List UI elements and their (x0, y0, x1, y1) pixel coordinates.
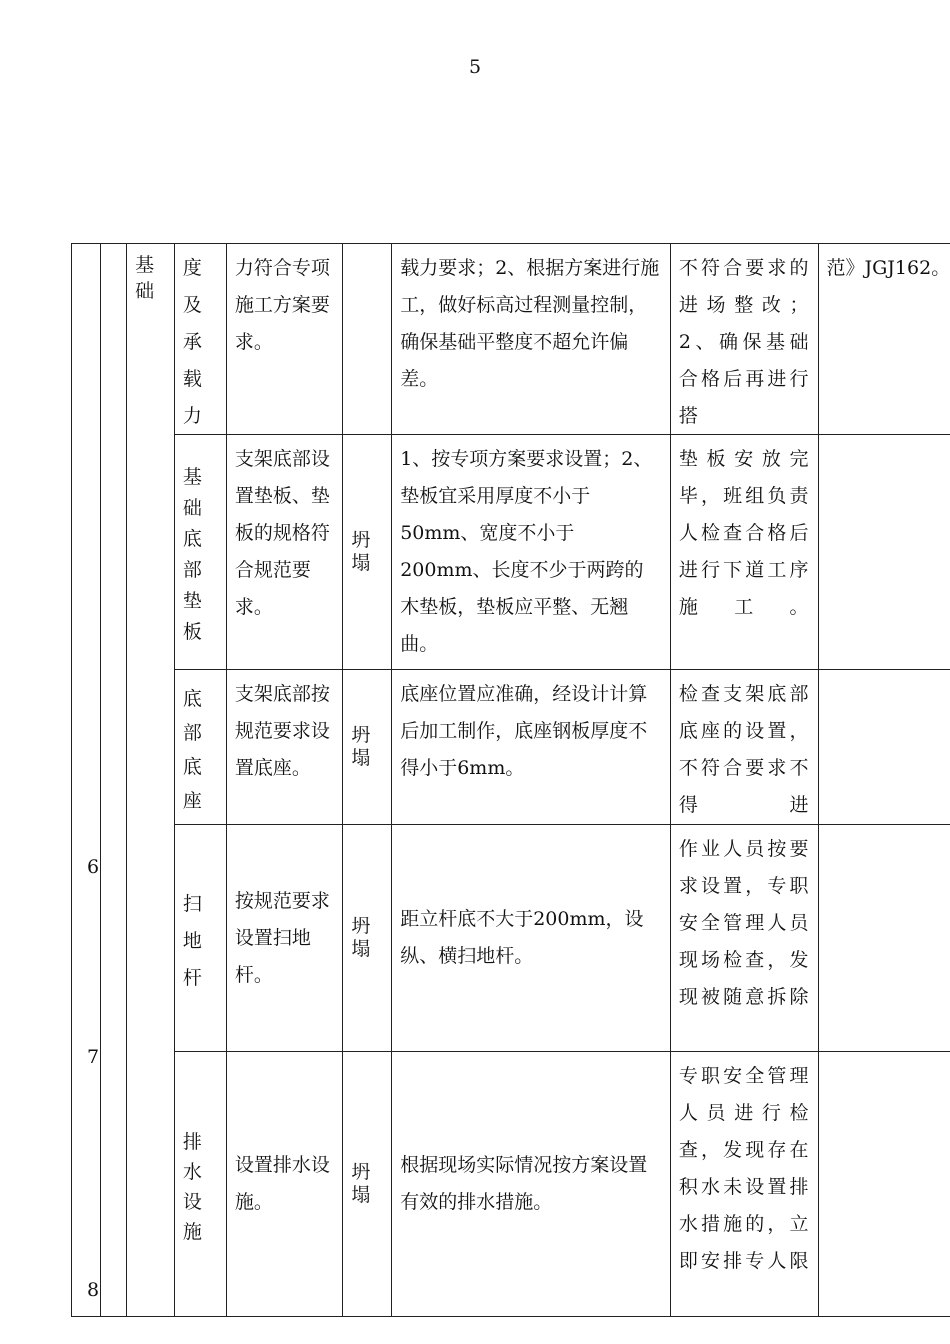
check-item: 度及承载力 (174, 244, 226, 435)
measure-cell: 距立杆底不大于200mm，设纵、横扫地杆。 (392, 825, 671, 1052)
control-cell: 作业人员按要求设置，专职安全管理人员现场检查，发现被随意拆除 (670, 825, 818, 1052)
reference-cell (818, 1052, 950, 1317)
table-row (72, 244, 950, 435)
risk-cell: 坍塌 (343, 670, 392, 825)
control-cell: 垫板安放完毕，班组负责人检查合格后进行下道工序施工。 (670, 435, 818, 670)
check-item: 扫地杆 (174, 825, 226, 1052)
risk-cell: 坍塌 (343, 1052, 392, 1317)
risk-cell (343, 244, 392, 435)
reference-cell (818, 825, 950, 1052)
reference-cell: 范》JGJ162。 (818, 244, 950, 435)
control-cell: 专职安全管理人员进行检查，发现存在积水未设置排水措施的，立即安排专人限 (670, 1052, 818, 1317)
control-cell: 检查支架底部底座的设置，不符合要求不得进 (670, 670, 818, 825)
page-number: 5 (468, 56, 482, 78)
requirement-cell: 按规范要求设置扫地杆。 (226, 825, 342, 1052)
requirement-cell: 支架底部按规范要求设置底座。 (226, 670, 342, 825)
requirement-cell: 力符合专项施工方案要求。 (226, 244, 342, 435)
table-row (72, 435, 950, 670)
row-number: 6 (86, 856, 100, 878)
measure-cell: 载力要求；2、根据方案进行施工，做好标高过程测量控制，确保基础平整度不超允许偏差。 (392, 244, 671, 435)
row-number: 7 (86, 1046, 100, 1068)
row-number-column (72, 244, 101, 1317)
reference-cell (818, 435, 950, 670)
table-row (72, 1052, 950, 1317)
risk-cell: 坍塌 (343, 435, 392, 670)
blank-column (101, 244, 127, 1317)
control-cell: 不符合要求的进场整改；2、确保基础合格后再进行搭 (670, 244, 818, 435)
check-item: 排水设施 (174, 1052, 226, 1317)
measure-cell: 1、按专项方案要求设置；2、垫板宜采用厚度不小于50mm、宽度不小于200mm、长度不少于两跨的木垫板，垫板应平整、无翘曲。 (392, 435, 671, 670)
requirement-cell: 支架底部设置垫板、垫板的规格符合规范要求。 (226, 435, 342, 670)
risk-cell: 坍塌 (343, 825, 392, 1052)
requirement-cell: 设置排水设施。 (226, 1052, 342, 1317)
measure-cell: 根据现场实际情况按方案设置有效的排水措施。 (392, 1052, 671, 1317)
measure-cell: 底座位置应准确，经设计计算后加工制作，底座钢板厚度不得小于6mm。 (392, 670, 671, 825)
check-item: 底部底座 (174, 670, 226, 825)
table-row (72, 670, 950, 825)
category-cell: 基础 (127, 244, 175, 1317)
check-item: 基础底部垫板 (174, 435, 226, 670)
table-row (72, 825, 950, 1052)
row-number: 8 (86, 1279, 100, 1301)
reference-cell (818, 670, 950, 825)
safety-control-table (71, 243, 950, 1317)
